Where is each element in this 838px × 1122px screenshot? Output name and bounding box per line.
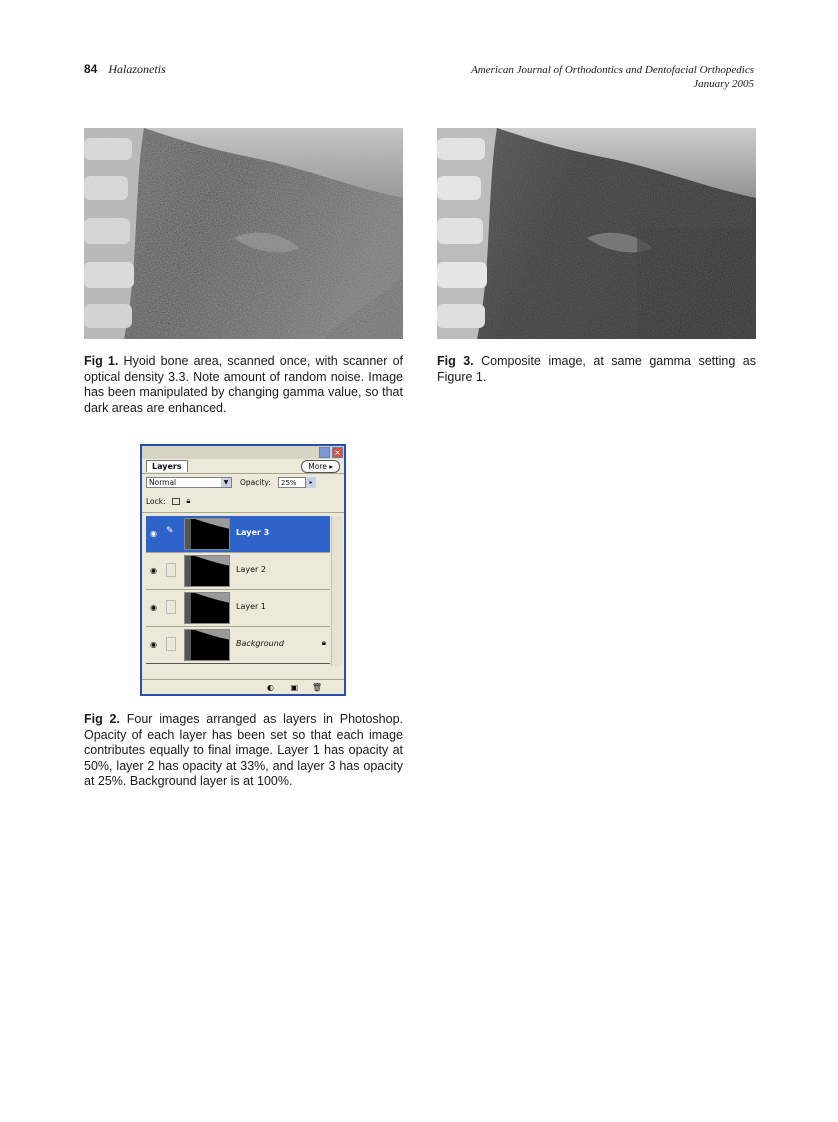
- layer-thumbnail: [184, 629, 230, 661]
- lock-label: Lock:: [146, 496, 166, 506]
- lock-icon: 🔒︎: [321, 638, 326, 647]
- trash-icon[interactable]: 🗑︎: [311, 683, 322, 692]
- figure-3-label: Fig 3.: [437, 354, 474, 368]
- layer-row-layer-2[interactable]: [146, 553, 330, 589]
- minimize-icon[interactable]: [319, 447, 330, 458]
- layer-name: Background: [236, 639, 284, 648]
- blend-mode-value: Normal: [149, 478, 177, 487]
- journal-name: American Journal of Orthodontics and Dentofacial Orthopedics: [471, 64, 754, 76]
- author-name: Halazonetis: [108, 62, 166, 76]
- figure-1-caption: [84, 354, 403, 416]
- tab-layers[interactable]: Layers: [146, 460, 188, 472]
- figure-2-caption: [84, 712, 403, 790]
- running-header-right: [471, 63, 754, 91]
- eye-icon[interactable]: ◉: [150, 529, 157, 538]
- layer-name: Layer 3: [236, 528, 270, 537]
- eye-icon[interactable]: ◉: [150, 566, 157, 575]
- layer-thumbnail: [184, 555, 230, 587]
- new-layer-icon[interactable]: ▣: [290, 683, 298, 692]
- page-number: 84: [84, 62, 98, 76]
- figure-2-layers-panel: [140, 444, 346, 696]
- layer-row-layer-3[interactable]: [146, 516, 330, 552]
- chevron-down-icon: ▼: [221, 478, 231, 487]
- figure-1-label: Fig 1.: [84, 354, 119, 368]
- link-box-icon[interactable]: [166, 600, 176, 614]
- layers-scrollbar[interactable]: [331, 516, 342, 666]
- layer-thumbnail: [184, 592, 230, 624]
- opacity-label: Opacity:: [240, 478, 271, 487]
- divider: [142, 512, 344, 513]
- close-icon[interactable]: ×: [332, 447, 343, 458]
- panel-tab-row: [146, 460, 340, 473]
- link-box-icon[interactable]: [166, 563, 176, 577]
- more-button[interactable]: More ▸: [301, 460, 340, 473]
- opacity-arrow-icon[interactable]: ▸: [306, 477, 316, 488]
- issue-date: January 2005: [693, 78, 754, 90]
- blend-controls: [146, 477, 340, 489]
- opacity-input[interactable]: 25%: [278, 477, 306, 488]
- layer-row-background[interactable]: [146, 627, 330, 663]
- blend-mode-select[interactable]: [146, 477, 232, 488]
- panel-titlebar: [142, 446, 344, 459]
- running-header-left: [84, 62, 166, 77]
- panel-bottom-bar: [142, 679, 344, 694]
- link-box-icon[interactable]: [166, 637, 176, 651]
- eye-icon[interactable]: ◉: [150, 640, 157, 649]
- figure-2-label: Fig 2.: [84, 712, 120, 726]
- adjustment-layer-icon[interactable]: ◐: [267, 683, 274, 692]
- layer-name: Layer 1: [236, 602, 266, 611]
- figure-2-caption-text: Four images arranged as layers in Photoshop. Opacity of each layer has been set so that each image contributes equally to final image. Layer 1 has opacity at 50%, layer 2 has opacity at 33%, and layer 3 has opacity at 25%. Background layer is at 100%.: [84, 712, 403, 788]
- figure-3-caption: [437, 354, 756, 385]
- divider: [142, 473, 344, 474]
- brush-icon: ✎: [166, 526, 174, 536]
- figure-3-caption-text: Composite image, at same gamma setting as Figure 1.: [437, 354, 756, 384]
- figure-3-image: [437, 128, 756, 339]
- lock-transparency-icon[interactable]: [172, 498, 180, 505]
- divider: [146, 663, 330, 664]
- eye-icon[interactable]: ◉: [150, 603, 157, 612]
- layer-thumbnail: [184, 518, 230, 550]
- lock-row: [146, 496, 194, 506]
- figure-1-caption-text: Hyoid bone area, scanned once, with scanner of optical density 3.3. Note amount of random noise. Image has been manipulated by changing gamma value, so that dark areas are enhanced.: [84, 354, 403, 415]
- layer-row-layer-1[interactable]: [146, 590, 330, 626]
- lock-icon[interactable]: 🔒︎: [186, 496, 191, 505]
- layer-name: Layer 2: [236, 565, 266, 574]
- figure-1-image: [84, 128, 403, 339]
